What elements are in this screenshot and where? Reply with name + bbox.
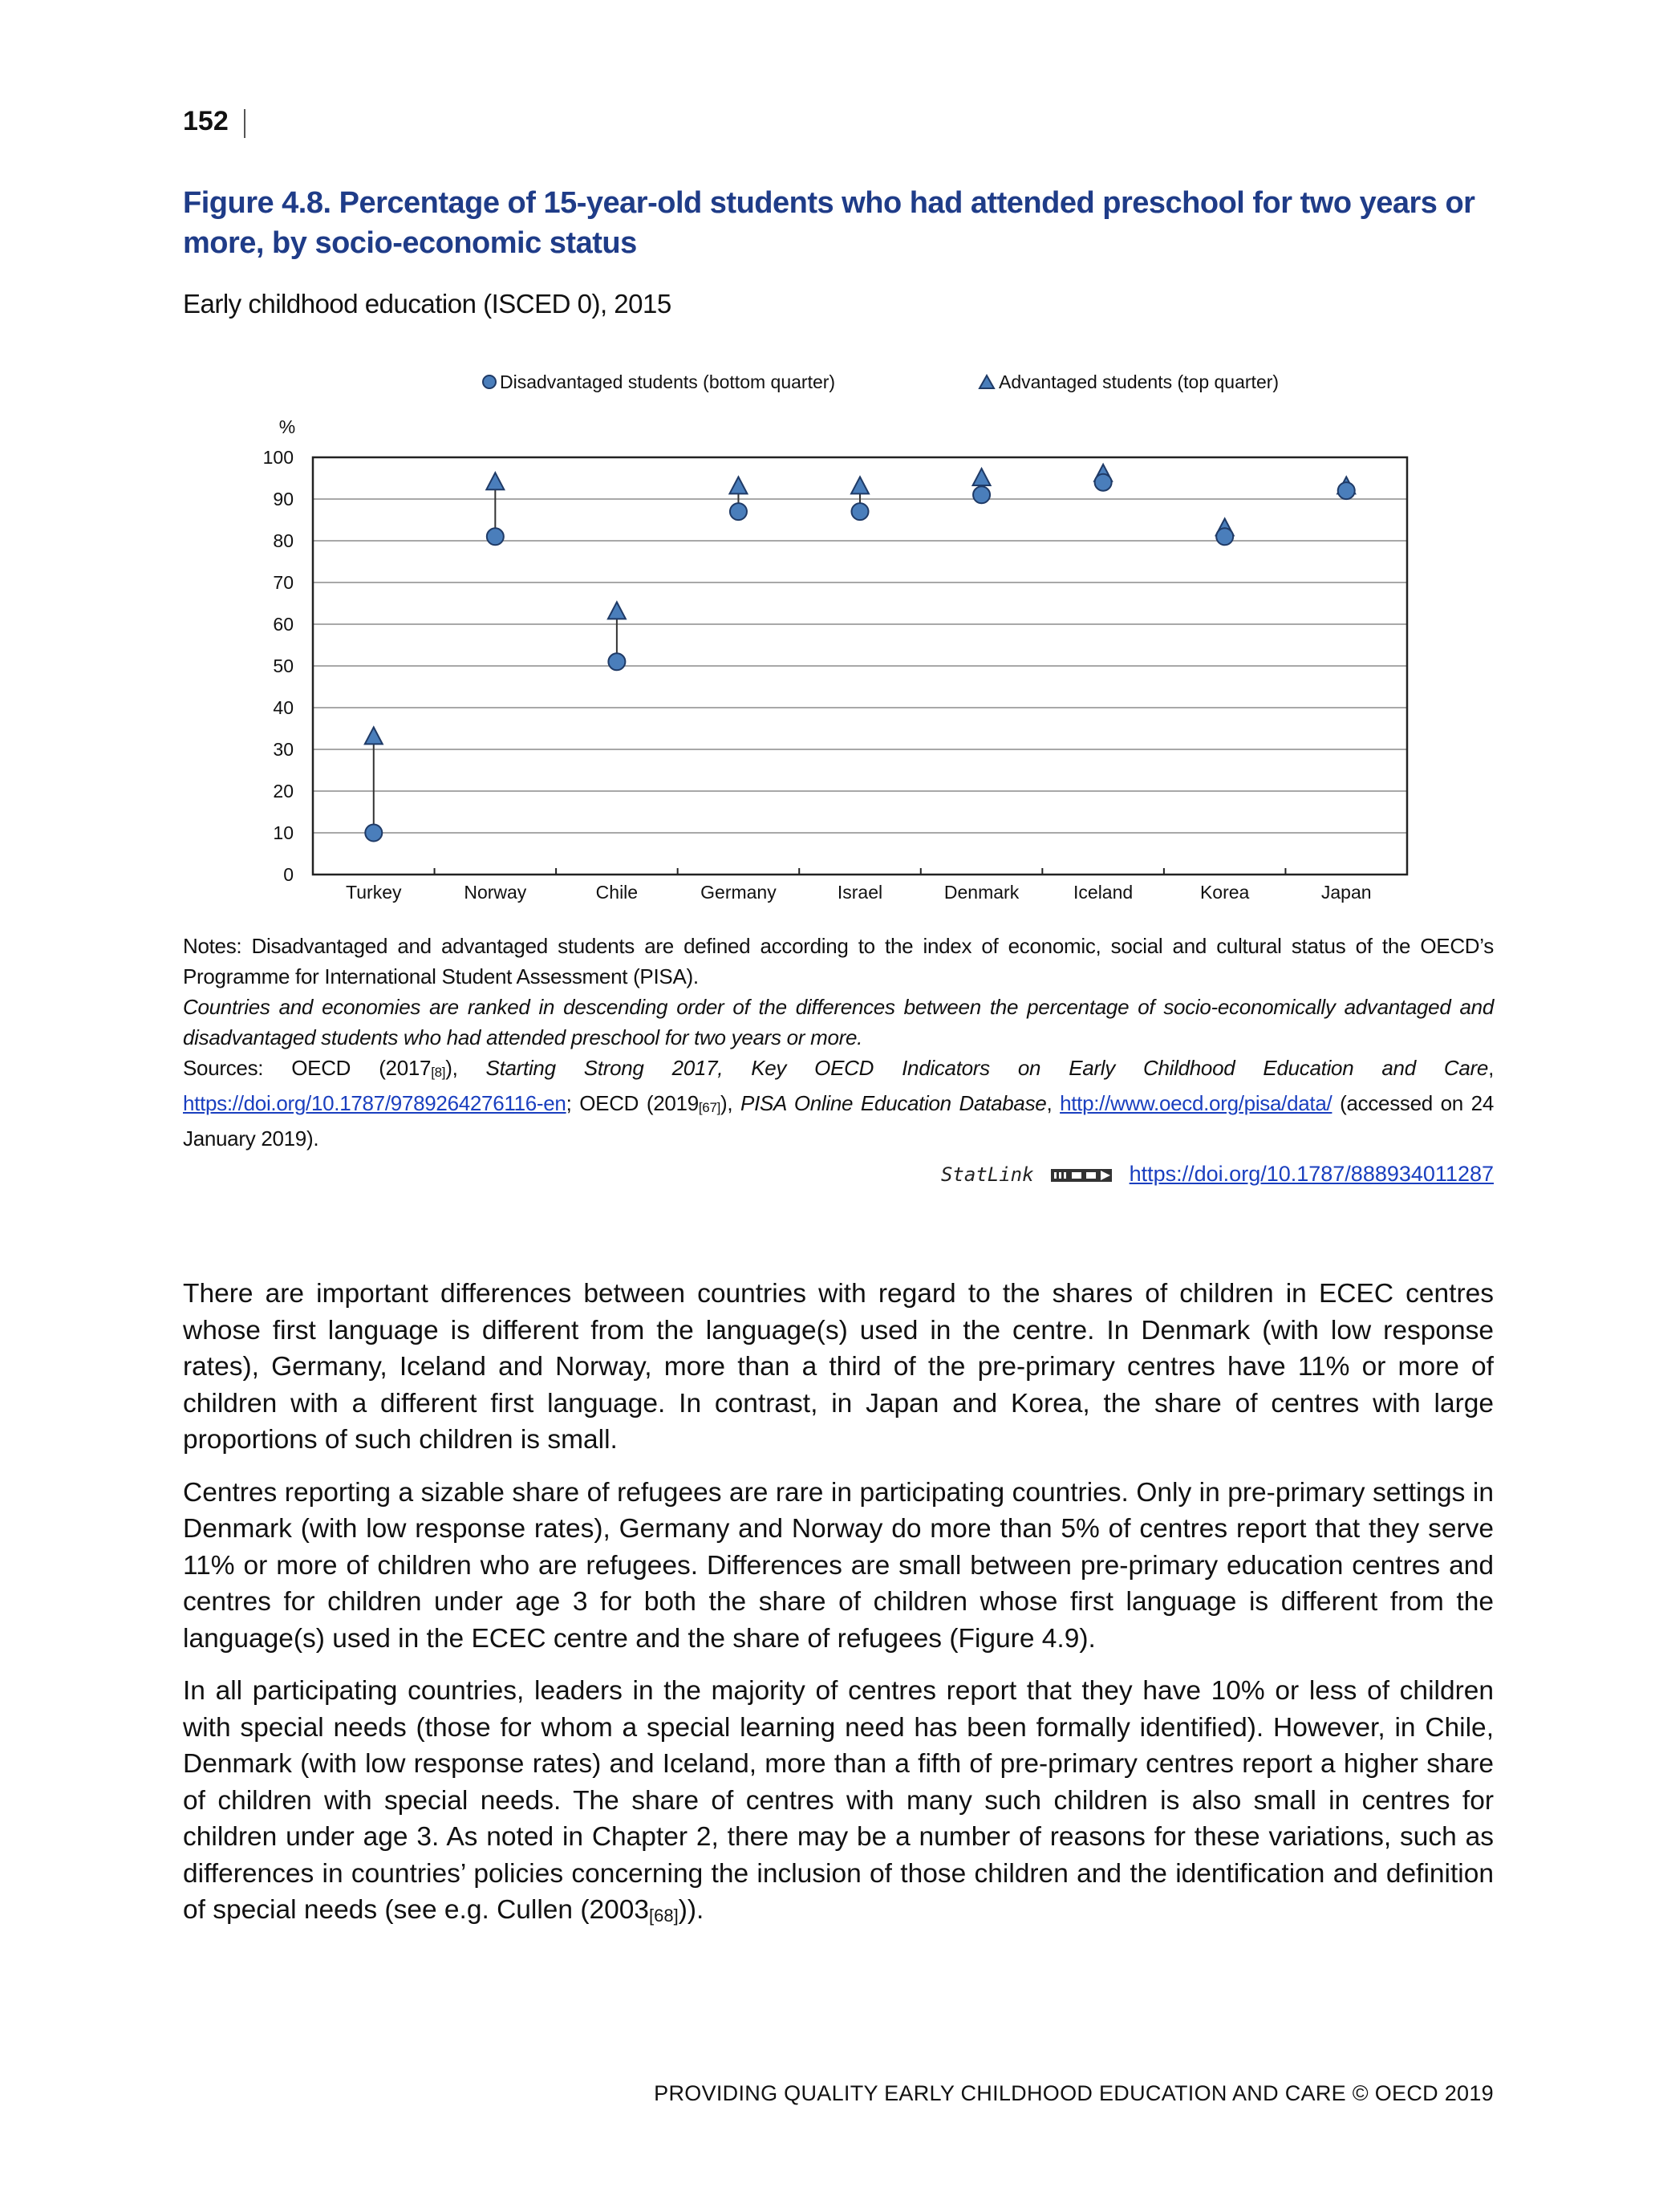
figure-title: Figure 4.8. Percentage of 15-year-old students who had attended preschool for two years or more, by socio-economic status bbox=[183, 186, 1475, 260]
paragraph-special-needs-text: In all participating countries, leaders in the majority of centres report that they have 10% or less of children with special needs (those for whom a special learning need has been formally identified). However, in Chile, Denmark (with low response rates) and Iceland, more than a fifth of pre-primary centres report a higher share of children with special needs. The share of centres with many such children is also small in centres for children under age 3. As noted in Chapter 2, there may be a number of reasons for these variations, such as differences in countries’ policies concerning the inclusion of those children and the identification and definition of special needs (see e.g. Cullen (2003 bbox=[183, 1676, 1494, 1925]
advantaged-marker bbox=[973, 469, 991, 485]
y-tick-label: 20 bbox=[273, 781, 294, 802]
y-tick-label: 90 bbox=[273, 489, 294, 509]
x-tick-label: Korea bbox=[1199, 882, 1250, 903]
disadvantaged-marker bbox=[852, 503, 869, 520]
disadvantaged-marker bbox=[487, 528, 504, 545]
sources-link-starting-strong[interactable]: https://doi.org/10.1787/9789264276116-en bbox=[183, 1091, 566, 1115]
legend-circle-marker bbox=[483, 375, 496, 388]
x-tick-label: Israel bbox=[837, 882, 883, 903]
sources-ref-1: [8] bbox=[431, 1065, 446, 1080]
sources-separator: , bbox=[1488, 1056, 1495, 1080]
x-tick-label: Japan bbox=[1320, 882, 1372, 903]
disadvantaged-marker bbox=[1095, 474, 1112, 491]
x-tick-label: Turkey bbox=[346, 882, 402, 903]
y-tick-label: 0 bbox=[283, 864, 294, 885]
sources-text: ), bbox=[445, 1056, 486, 1080]
y-tick-label: 60 bbox=[273, 614, 294, 635]
statlink bbox=[926, 1162, 1494, 1187]
advantaged-marker bbox=[729, 477, 747, 493]
notes-sources bbox=[183, 1053, 1494, 1154]
x-tick-label: Germany bbox=[700, 882, 777, 903]
y-axis-unit: % bbox=[278, 416, 296, 437]
chart bbox=[0, 0, 1659, 923]
sources-prefix: Sources: OECD (2017 bbox=[183, 1056, 432, 1080]
sources-accessed: (accessed on 24 January 2019). bbox=[183, 1091, 1494, 1151]
statlink-url[interactable]: https://doi.org/10.1787/888934011287 bbox=[1129, 1162, 1494, 1186]
disadvantaged-marker bbox=[365, 825, 382, 842]
x-tick-label: Iceland bbox=[1073, 882, 1134, 903]
notes-definition: Notes: Disadvantaged and advantaged students are defined according to the index of economic, social and cultural status of the OECD’s Programme for International Student Assessment (PISA). bbox=[183, 934, 1494, 988]
disadvantaged-marker bbox=[730, 503, 747, 520]
paragraph-language: There are important differences between countries with regard to the shares of children in ECEC centres whose first language is different from the language(s) used in the centre. In Denmark (with low response rates), Germany, Iceland and Norway, more than a third of the pre-primary centres have 11% or more of children with a different first language. In contrast, in Japan and Korea, the share of centres with large proportions of such children is small. bbox=[183, 1279, 1494, 1455]
y-tick-label: 70 bbox=[273, 572, 294, 593]
statlink-logo-icon bbox=[1051, 1167, 1112, 1184]
x-tick-label: Denmark bbox=[943, 882, 1020, 903]
figure-notes bbox=[183, 931, 1494, 1154]
x-tick-label: Chile bbox=[595, 882, 639, 903]
disadvantaged-marker bbox=[1216, 528, 1233, 545]
sources-link-pisa-data[interactable]: http://www.oecd.org/pisa/data/ bbox=[1060, 1091, 1332, 1115]
page-number: 152 bbox=[183, 106, 229, 136]
disadvantaged-marker bbox=[1338, 482, 1355, 499]
body-text bbox=[183, 1276, 1494, 1950]
sources-text: ; OECD (2019 bbox=[566, 1091, 699, 1115]
y-tick-label: 50 bbox=[273, 655, 294, 676]
y-tick-label: 40 bbox=[273, 697, 294, 718]
notes-ranking: Countries and economies are ranked in descending order of the differences between the percentage of socio-economically advantaged and disadvantaged students who had attended preschool for two years or more. bbox=[183, 995, 1494, 1049]
advantaged-marker bbox=[486, 473, 504, 489]
cullen-ref: [68] bbox=[649, 1906, 679, 1926]
sources-text: ), bbox=[720, 1091, 741, 1115]
figure-subtitle: Early childhood education (ISCED 0), 2015 bbox=[183, 289, 671, 319]
disadvantaged-marker bbox=[608, 653, 625, 670]
statlink-label: StatLink bbox=[940, 1163, 1034, 1186]
page-footer: PROVIDING QUALITY EARLY CHILDHOOD EDUCATION AND CARE © OECD 2019 bbox=[654, 2081, 1494, 2105]
legend-triangle-marker bbox=[980, 375, 994, 388]
sources-ref-2: [67] bbox=[698, 1100, 721, 1115]
paragraph-special-needs-end: )). bbox=[678, 1895, 704, 1925]
sources-title-pisa-database: PISA Online Education Database bbox=[740, 1091, 1047, 1115]
sources-title-starting-strong: Starting Strong 2017, Key OECD Indicators on Early Childhood Education and Care bbox=[485, 1056, 1489, 1080]
disadvantaged-marker bbox=[973, 486, 990, 503]
sources-separator: , bbox=[1046, 1091, 1061, 1115]
paragraph-refugees: Centres reporting a sizable share of refugees are rare in participating countries. Only in pre-primary settings in Denmark (with low response rates), Germany and Norway do more than 5% of centres report that they serve 11% or more of children who are refugees. Differences are small between pre-primary education centres and centres for children under age 3 for both the share of children whose first language is different from the language(s) used in the ECEC centre and the share of refugees (Figure 4.9). bbox=[183, 1477, 1494, 1654]
y-tick-label: 30 bbox=[273, 739, 294, 760]
x-tick-label: Norway bbox=[464, 882, 527, 903]
legend-label-advantaged: Advantaged students (top quarter) bbox=[999, 371, 1280, 392]
advantaged-marker bbox=[608, 602, 626, 619]
y-tick-label: 10 bbox=[273, 822, 294, 843]
chart-legend bbox=[483, 371, 1279, 392]
legend-label-disadvantaged: Disadvantaged students (bottom quarter) bbox=[500, 371, 836, 392]
advantaged-marker bbox=[365, 727, 383, 744]
advantaged-marker bbox=[851, 477, 869, 493]
y-tick-label: 100 bbox=[262, 447, 294, 468]
paragraph-special-needs bbox=[183, 1673, 1494, 1934]
y-tick-label: 80 bbox=[273, 530, 294, 551]
